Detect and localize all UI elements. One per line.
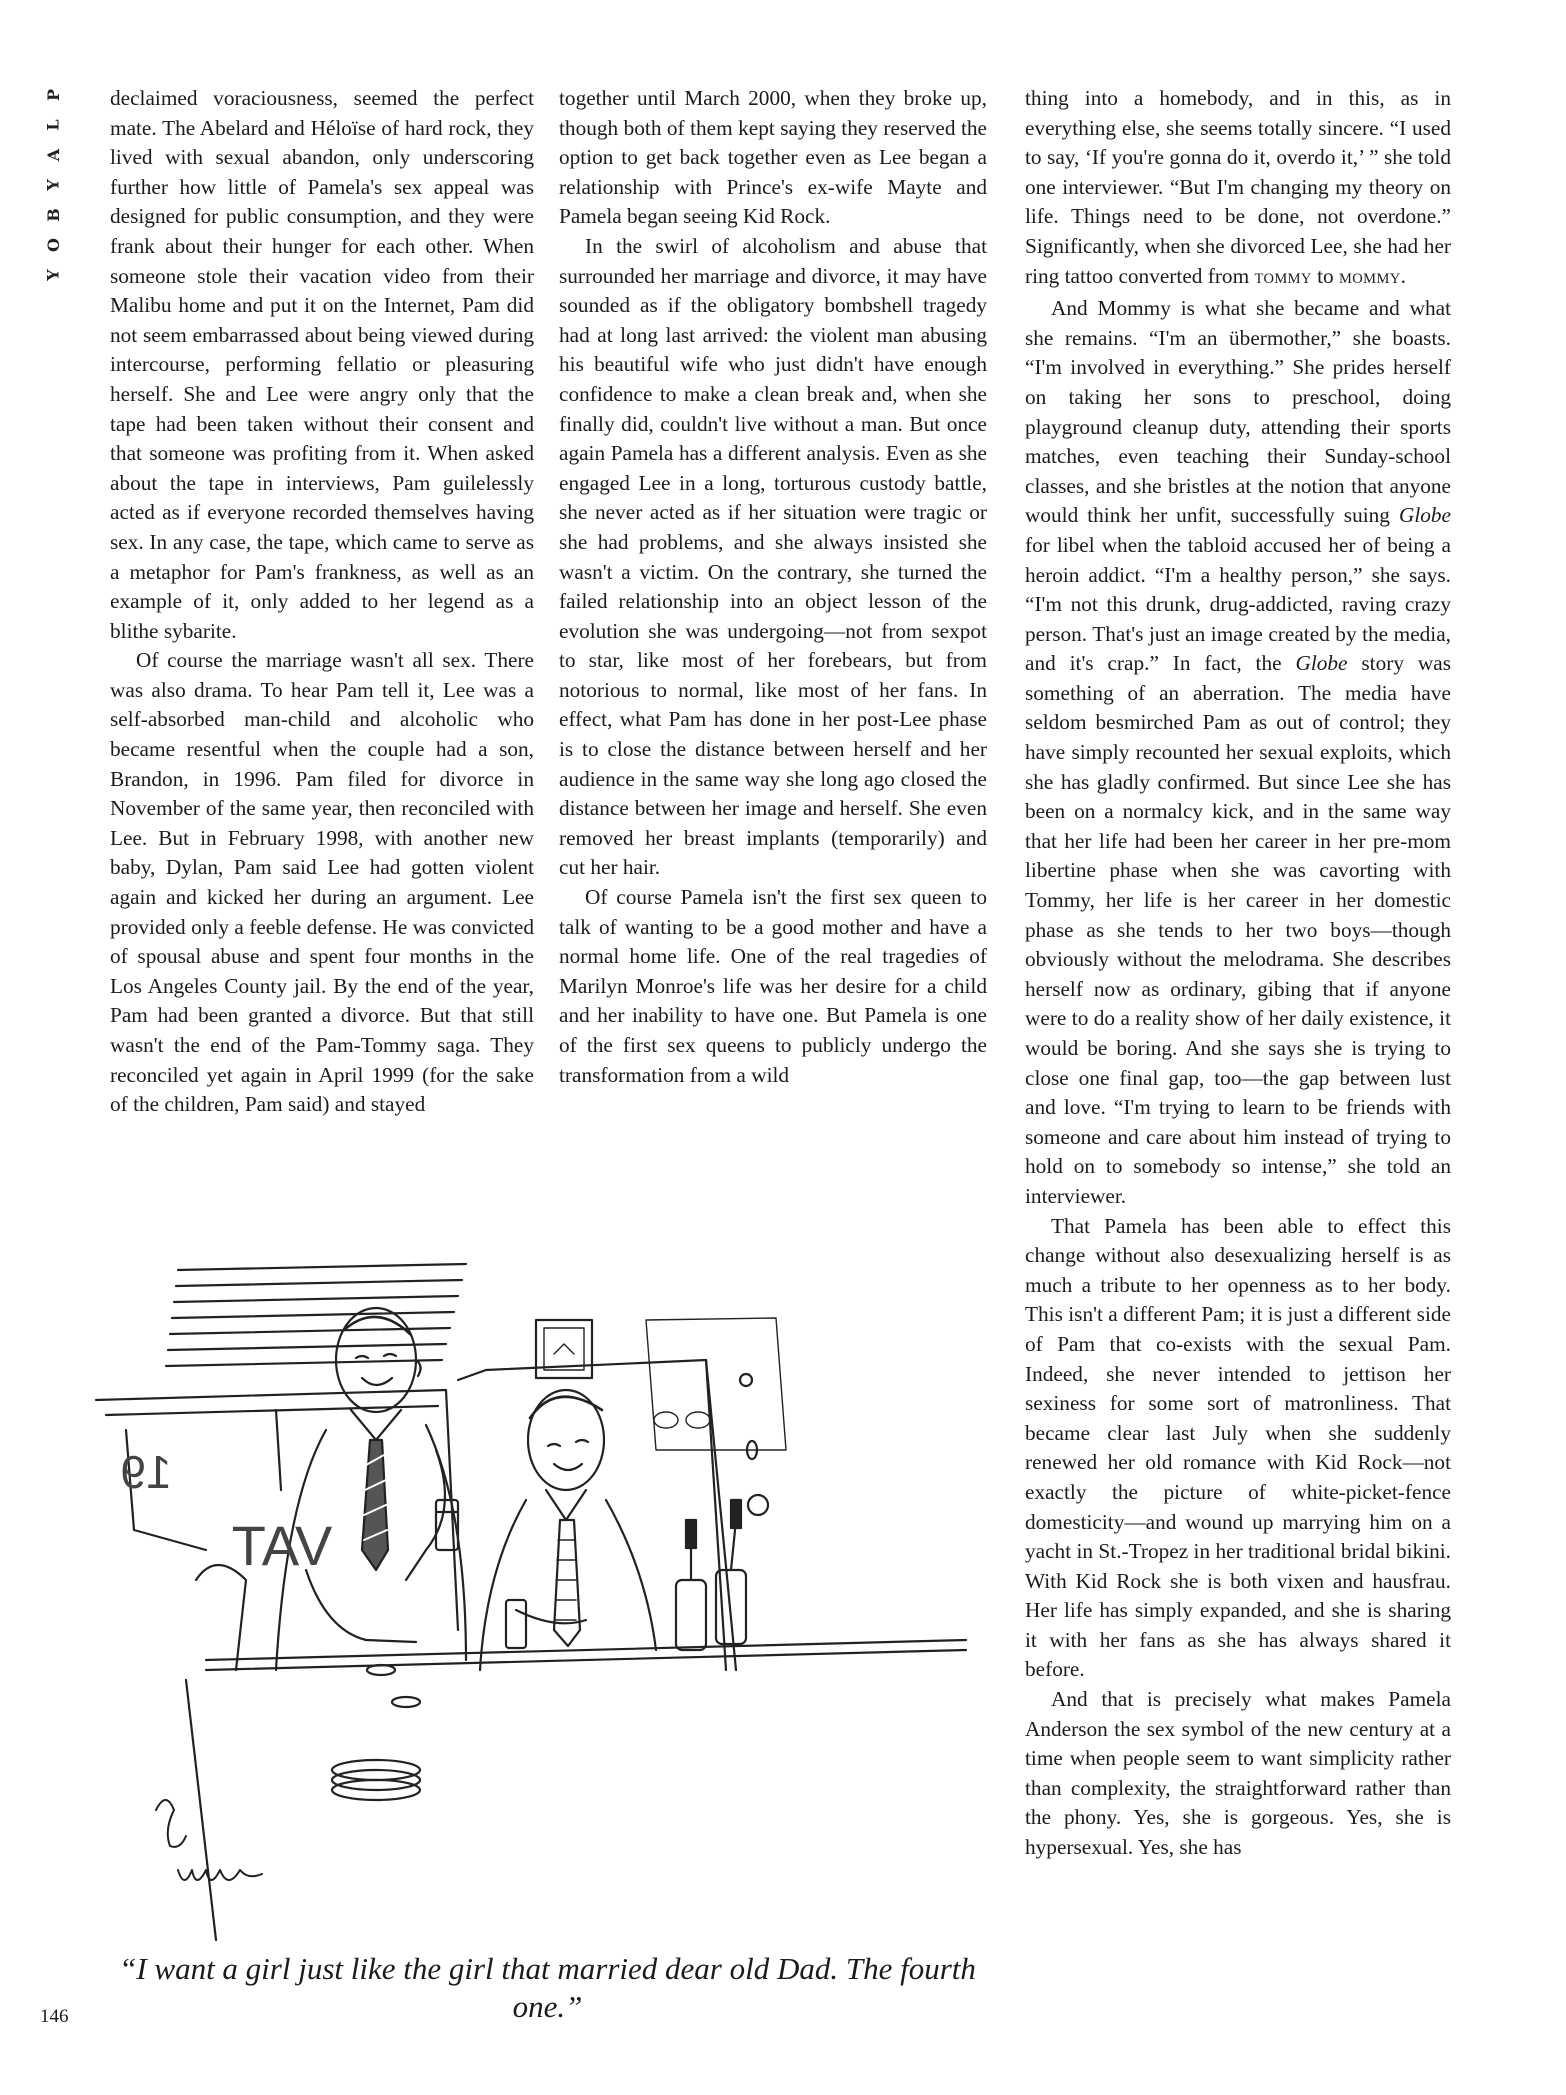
paragraph: together until March 2000, when they broke up, though both of them kept saying they reserved the option to get back together even as Lee began a relationship with Prince's ex-wife Mayte and Pamela began seeing Kid Rock. xyxy=(559,86,987,229)
beer-taps xyxy=(676,1500,746,1650)
wall-picture xyxy=(536,1320,592,1378)
cartoon-illustration xyxy=(86,1250,986,1950)
small-caps-mommy: MOMMY xyxy=(1339,270,1401,287)
small-caps-tommy: TOMMY xyxy=(1254,270,1312,287)
masthead-letter: P xyxy=(44,88,63,102)
masthead-letter: Y xyxy=(43,269,63,281)
man-right xyxy=(480,1390,656,1670)
text-run: thing into a homebody, and in this, as in everything else, she seems totally sincere. “I used to say, ‘If you're gonna do it, overdo it,’ ” she told one interviewer. “But I'm changing my theory on life. Things need to be done, not overdone.” Significantly, when she divorced Lee, she had her ring tattoo converted from xyxy=(1025,86,1451,288)
window-lettering-top: 19 xyxy=(120,1446,172,1498)
bar-counter xyxy=(186,1640,966,1940)
article-column-1 xyxy=(110,84,534,1120)
article-column-3 xyxy=(1025,84,1451,1863)
masthead-letter: B xyxy=(44,208,63,222)
cartoon-caption: “I want a girl just like the girl that married dear old Dad. The fourth one.” xyxy=(119,1951,976,2024)
paragraph: Of course the marriage wasn't all sex. There was also drama. To hear Pam tell it, Lee was a self-absorbed man-child and alcoholic who became resentful when the couple had a son, Brandon, in 1996. Pam filed for divorce in November of the same year, then reconciled with Lee. But in February 1998, with another new baby, Dylan, Pam said Lee had gotten violent again and kicked her during an argument. Lee provided only a feeble defense. He was convicted of spousal abuse and spent four months in the Los Angeles County jail. By the end of the year, Pam had been granted a divorce. But that still wasn't the end of the Pam-Tommy saga. They reconciled yet again in April 1999 (for the sake of the children, Pam said) and stayed xyxy=(110,648,534,1117)
paragraph xyxy=(1025,84,1451,294)
masthead xyxy=(44,80,64,290)
paragraph: Of course Pamela isn't the first sex queen to talk of wanting to be a good mother and have a normal home life. One of the real tragedies of Marilyn Monroe's life was her desire for a child and her inability to have one. But Pamela is one of the first sex queens to publicly undergo the transformation from a wild xyxy=(559,885,987,1087)
text-run: . xyxy=(1400,263,1406,288)
masthead-letter: O xyxy=(44,238,63,252)
coaster-stack xyxy=(332,1760,420,1800)
wall-poster xyxy=(646,1318,786,1450)
window-blinds xyxy=(166,1264,466,1366)
article-column-2 xyxy=(559,84,987,1090)
paragraph: declaimed voraciousness, seemed the perfect mate. The Abelard and Héloïse of hard rock, they lived with sexual abandon, only underscoring further how little of Pamela's sex appeal was designed for public consumption, and they were frank about their hunger for each other. When someone stole their vacation video from their Malibu home and put it on the Internet, Pam did not seem embarrassed about being viewed during intercourse, performing fellatio or pleasuring herself. She and Lee were angry only that the tape had been taken without their consent and that someone was profiting from it. When asked about the tape in interviews, Pam guilelessly acted as if everyone recorded themselves having sex. In any case, the tape, which came to serve as a metaphor for Pam's frankness, as well as an example of it, only added to her legend as a blithe sybarite. xyxy=(110,86,534,643)
paragraph: And that is precisely what makes Pamela Anderson the sex symbol of the new century at a time when people seem to want simplicity rather than complexity, the straightforward rather than the phony. Yes, she is gorgeous. Yes, she is hypersexual. Yes, she has xyxy=(1025,1687,1451,1860)
masthead-letter: Y xyxy=(43,179,63,191)
paragraph xyxy=(1025,294,1451,1211)
paragraph: That Pamela has been able to effect this change without also desexualizing herself is as much a tribute to her openness as to her body. This isn't a different Pam; it is just a different side of Pam that co-exists with the sexual Pam. Indeed, she never intended to jettison her sexiness for some sort of matronliness. That became clear last July when she suddenly renewed her old romance with Kid Rock—not exactly the picture of white-picket-fence domesticity—and wound up marrying him on a yacht in St.-Tropez in her traditional bridal bikini. With Kid Rock she is both vixen and hausfrau. Her life has simply expanded, and she is sharing it with her fans as she has always shared it before. xyxy=(1025,1213,1451,1682)
artist-signature xyxy=(156,1800,262,1880)
text-run: to xyxy=(1311,263,1340,288)
italic-globe: Globe xyxy=(1398,503,1451,528)
text-run: story was something of an aberration. The media have seldom besmirched Pam as out of control; they have simply recounted her sexual exploits, which she has gladly confirmed. But since Lee she has been on a normalcy kick, and in the same way that her life had been her career in her pre-mom libertine phase when she was cavorting with Tommy, her life is her career in her domestic phase as she tends to her two boys—though obviously without the melodrama. She describes herself now as ordinary, gibing that if anyone were to do a reality show of her daily existence, it would be boring. And she says she is trying to close one final gap, too—the gap between lust and love. “I'm trying to learn to be friends with someone and care about him instead of trying to hold on to somebody so intense,” she told an interviewer. xyxy=(1025,651,1451,1208)
text-run: And Mommy is what she became and what she remains. “I'm an übermother,” she boasts. “I'm involved in everything.” She prides herself on taking her sons to preschool, doing playground cleanup duty, attending their sports matches, even teaching their Sunday-school classes, and she bristles at the notion that anyone would think her unfit, successfully suing xyxy=(1025,296,1451,528)
paragraph: In the swirl of alcoholism and abuse that surrounded her marriage and divorce, it may have sounded as if the obligatory bombshell tragedy had at long last arrived: the violent man abusing his beautiful wife who just didn't have enough confidence to make a clean break and, when she finally did, couldn't live without a man. But once again Pamela has a different analysis. Even as she engaged Lee in a long, torturous custody battle, she never acted as if her situation were tragic or she had problems, and she always insisted she wasn't a victim. On the contrary, she turned the failed relationship into an object lesson of the evolution she was undergoing—not from sexpot to star, like most of her forebears, but from notorious to normal, like most of her fans. In effect, what Pam has done in her post-Lee phase is to close the distance between herself and her audience in the same way she long ago closed the distance between her image and herself. She even removed her breast implants (temporarily) and cut her hair. xyxy=(559,233,987,880)
masthead-letter: A xyxy=(43,148,63,162)
italic-globe: Globe xyxy=(1295,651,1348,676)
page-number: 146 xyxy=(40,2006,69,2027)
masthead-letter: L xyxy=(44,119,63,131)
text-run: for libel when the tabloid accused her of being a heroin addict. “I'm a healthy person,” she says. “I'm not this drunk, drug-addicted, raving crazy person. That's just an image created by the media, and it's crap.” In fact, the xyxy=(1025,532,1451,676)
window-lettering: VAT xyxy=(231,1514,333,1577)
